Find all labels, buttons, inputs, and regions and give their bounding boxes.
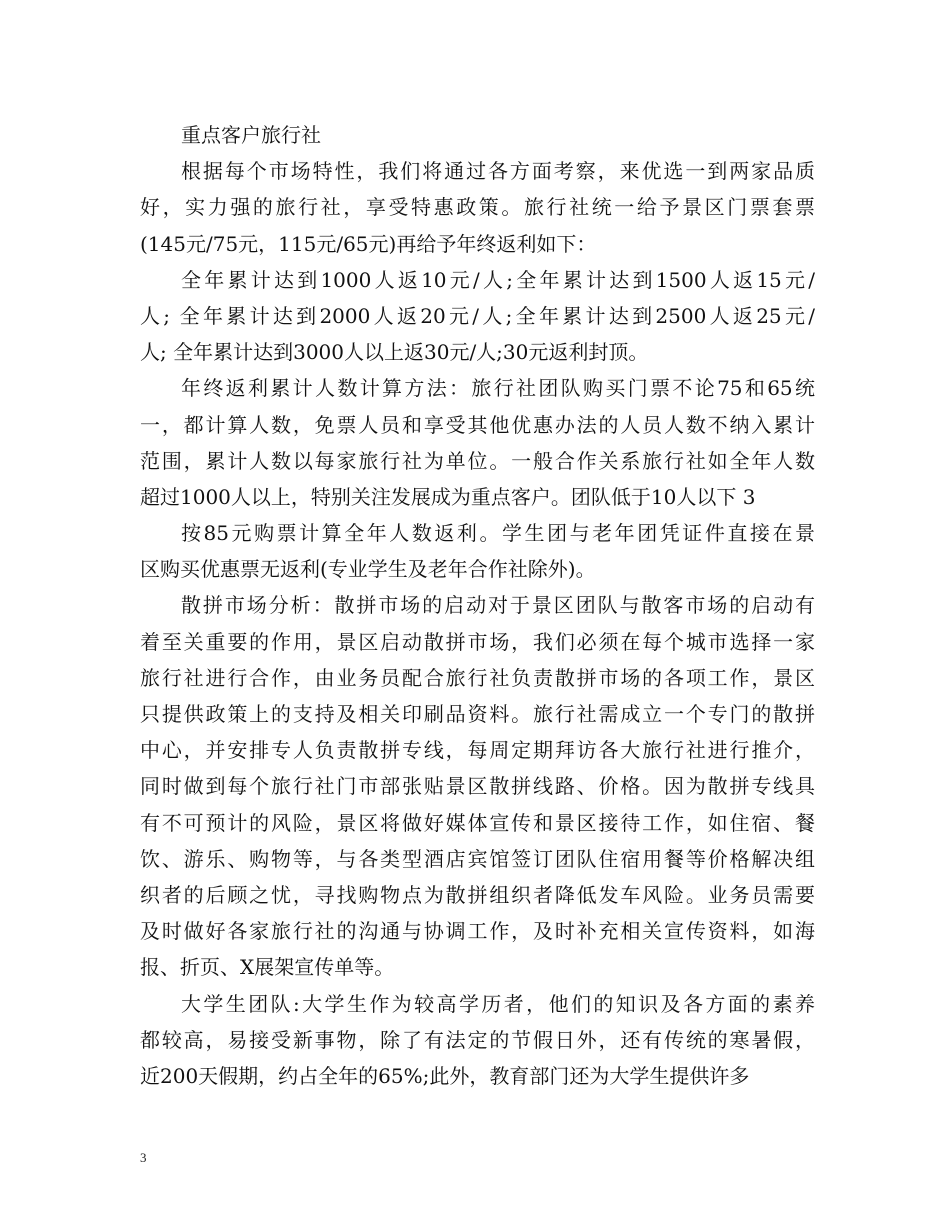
text-line: 饮、游乐、购物等，与各类型酒店宾馆签订团队住宿用餐等价格解决组 — [140, 846, 815, 871]
text-line: 超过1000人以上，特别关注发展成为重点客户。团队低于10人以下 3 — [140, 484, 756, 509]
paragraph-scattered-market — [140, 587, 815, 985]
paragraph-selection — [140, 153, 815, 262]
text-line: 人; 全年累计达到3000人以上返30元/人;30元返利封顶。 — [140, 340, 649, 365]
paragraph-rebates — [140, 262, 815, 371]
text-line: 按85元购票计算全年人数返利。学生团与老年团凭证件直接在景 — [181, 521, 815, 546]
text-line: 重点客户旅行社 — [181, 123, 321, 147]
text-line: 全年累计达到1000人返10元/人;全年累计达到1500人返15元/ — [181, 267, 815, 292]
text-line: 报、折页、X展架宣传单等。 — [140, 955, 395, 980]
text-line: 中心，并安排专人负责散拼专线，每周定期拜访各大旅行社进行推介， — [140, 738, 815, 763]
text-line: 及时做好各家旅行社的沟通与协调工作，及时补充相关宣传资料，如海 — [140, 919, 815, 944]
text-line: 旅行社进行合作，由业务员配合旅行社负责散拼市场的各项工作，景区 — [140, 665, 815, 690]
text-line: 近200天假期，约占全年的65%;此外，教育部门还为大学生提供许多 — [140, 1063, 750, 1088]
heading-key-clients — [140, 117, 815, 153]
page-number: 3 — [140, 1150, 147, 1165]
text-line: 人; 全年累计达到2000人返20元/人;全年累计达到2500人返25元/ — [140, 303, 815, 328]
paragraph-calculation — [140, 370, 815, 515]
text-line: 范围，累计人数以每家旅行社为单位。一般合作关系旅行社如全年人数 — [140, 448, 815, 473]
text-line: 都较高，易接受新事物，除了有法定的节假日外，还有传统的寒暑假， — [140, 1027, 815, 1052]
text-line: 着至关重要的作用，景区启动散拼市场，我们必须在每个城市选择一家 — [140, 629, 815, 654]
paragraph-pricing — [140, 515, 815, 587]
text-line: 大学生团队:大学生作为较高学历者，他们的知识及各方面的素养 — [181, 991, 815, 1016]
text-line: 有不可预计的风险，景区将做好媒体宣传和景区接待工作，如住宿、餐 — [140, 810, 815, 835]
text-line: 根据每个市场特性，我们将通过各方面考察，来优选一到两家品质 — [181, 159, 815, 184]
text-line: 年终返利累计人数计算方法：旅行社团队购买门票不论75和65统 — [181, 376, 815, 401]
text-line: 散拼市场分析：散拼市场的启动对于景区团队与散客市场的启动有 — [181, 593, 815, 618]
paragraph-university-students — [140, 986, 815, 1095]
text-line: 一，都计算人数，免票人员和享受其他优惠办法的人员人数不纳入累计 — [140, 412, 815, 437]
text-line: 织者的后顾之忧，寻找购物点为散拼组织者降低发车风险。业务员需要 — [140, 882, 815, 907]
text-line: (145元/75元，115元/65元)再给予年终返利如下： — [140, 231, 597, 256]
text-line: 同时做到每个旅行社门市部张贴景区散拼线路、价格。因为散拼专线具 — [140, 774, 815, 799]
text-line: 只提供政策上的支持及相关印刷品资料。旅行社需成立一个专门的散拼 — [140, 702, 815, 726]
document-body — [140, 117, 815, 1094]
text-line: 好，实力强的旅行社，享受特惠政策。旅行社统一给予景区门票套票 — [140, 195, 815, 220]
text-line: 区购买优惠票无返利(专业学生及老年合作社除外)。 — [140, 557, 596, 582]
